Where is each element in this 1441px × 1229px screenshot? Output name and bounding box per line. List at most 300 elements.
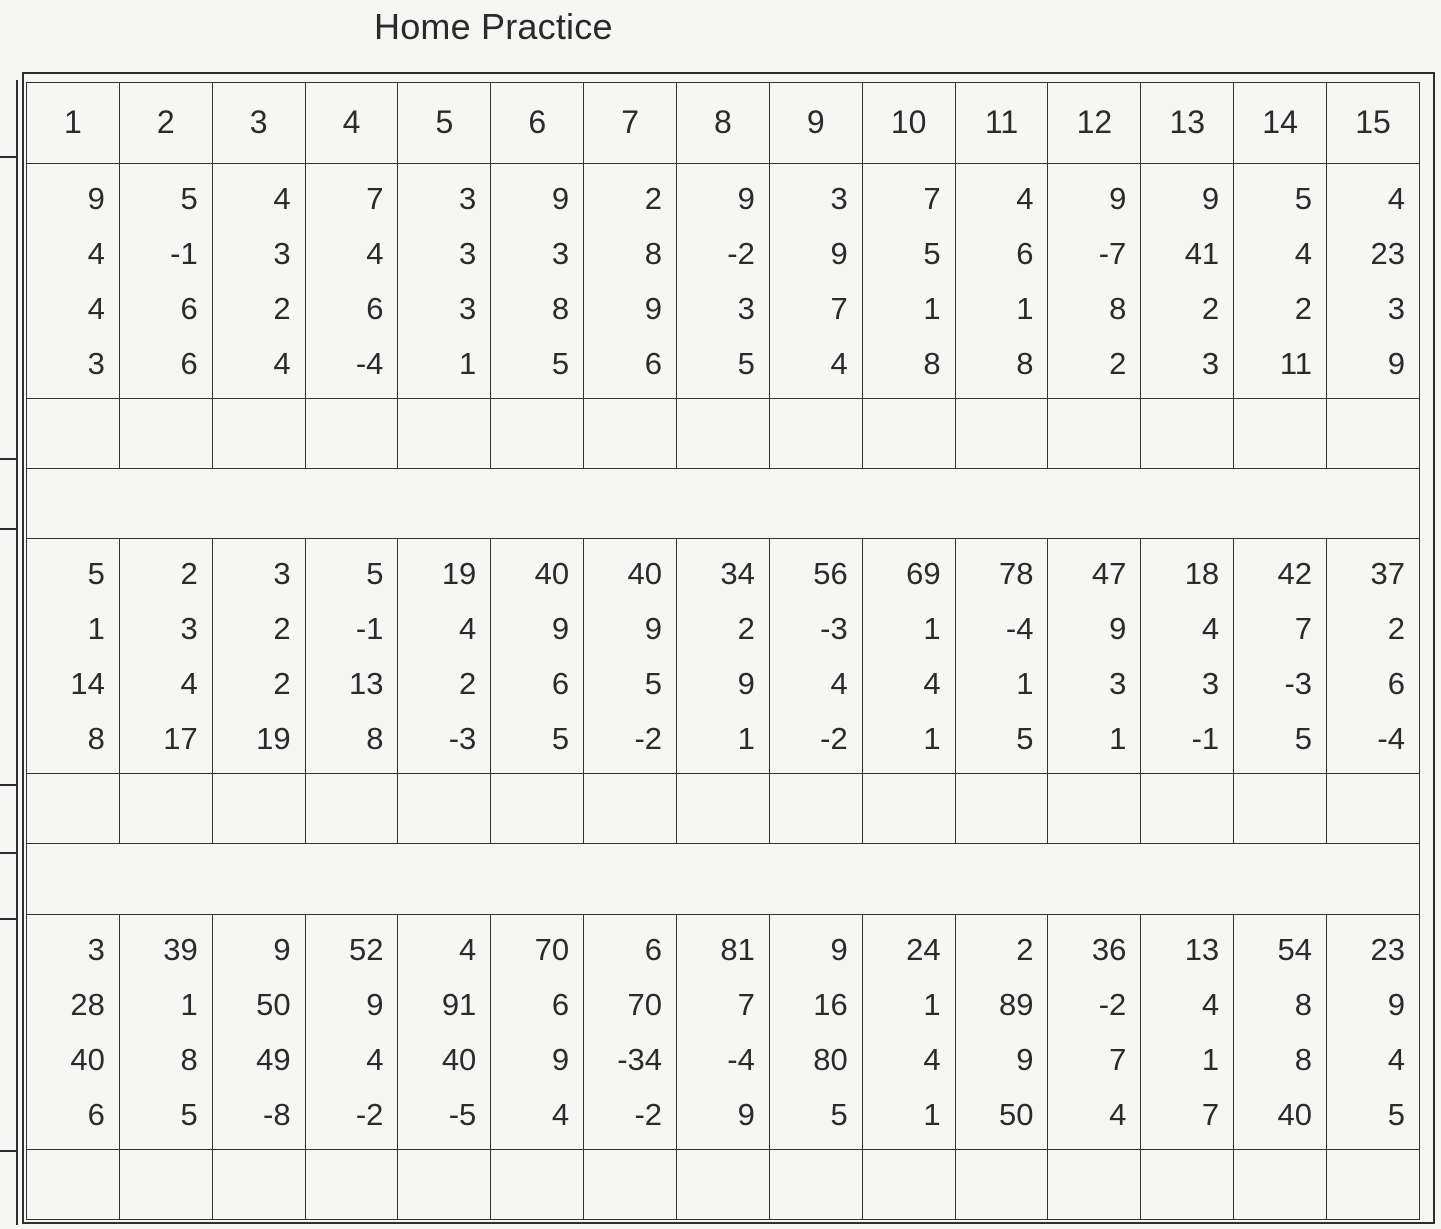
addend: 80 [813,1041,848,1077]
edge-line [0,1150,16,1152]
addend: 1 [1201,1041,1220,1077]
answer-cell[interactable] [305,1149,398,1219]
addend: 9 [1387,986,1405,1022]
addend: 40 [627,556,663,592]
problem-cell [212,163,305,398]
addend: 8 [87,721,105,757]
problem-cell [27,163,120,398]
column-number: 5 [398,83,491,164]
column-number: 11 [955,83,1048,164]
addend: 6 [87,1096,105,1132]
problem-cell [862,539,955,774]
addend: 3 [1387,290,1405,326]
spacer-row [27,844,1420,914]
addend-stack [1234,922,1326,1142]
addend: 9 [551,180,570,216]
addend: 7 [1109,1041,1127,1077]
addend: 18 [1184,556,1220,592]
addend: 11 [1279,345,1313,381]
adjacent-page-edge [0,80,18,1225]
addend-stack [398,171,490,391]
addend: 3 [87,345,105,381]
answer-cell[interactable] [677,774,770,844]
answer-cell[interactable] [398,398,491,468]
spacer-row [27,468,1420,538]
addend: 19 [256,721,291,757]
column-number: 12 [1048,83,1141,164]
problem-cell [862,914,955,1149]
addend: 52 [348,931,384,967]
addend: 40 [1277,1096,1313,1132]
addend: -34 [617,1041,663,1077]
addend-stack [770,546,862,766]
addend: 1 [1109,721,1127,757]
addend-stack [1327,546,1419,766]
problem-cell [491,539,584,774]
addend-stack [1327,171,1419,391]
problem-row [27,914,1420,1149]
spacer-cell [27,844,1420,914]
addend-stack [863,546,955,766]
addend: 13 [348,666,384,702]
addend: 2 [644,180,663,216]
addend: 5 [87,556,105,592]
addend: 9 [1109,180,1127,216]
addend: 2 [1387,611,1405,647]
addend: 49 [256,1041,291,1077]
addend-stack [1234,171,1326,391]
addend: 7 [830,290,848,326]
addend: 23 [1370,235,1405,271]
problem-cell [955,539,1048,774]
problem-cell [27,914,120,1149]
addend: 3 [1201,666,1220,702]
addend: 7 [923,180,941,216]
answer-cell[interactable] [769,1149,862,1219]
addend-stack [213,171,305,391]
practice-table [26,82,1420,1220]
addend: 2 [180,556,198,592]
addend: 5 [1387,1096,1405,1132]
answer-cell[interactable] [1141,1149,1234,1219]
addend: 36 [1091,931,1127,967]
answer-cell[interactable] [491,398,584,468]
addend: 6 [180,345,198,381]
addend: 4 [1294,235,1313,271]
addend: 1 [180,986,198,1022]
answer-cell[interactable] [305,774,398,844]
addend-stack [1141,546,1233,766]
addend: 9 [366,986,384,1022]
addend-stack [1327,922,1419,1142]
addend: 1 [923,721,941,757]
addend: 9 [644,611,663,647]
problem-row [27,163,1420,398]
problem-cell [677,914,770,1149]
problem-row [27,539,1420,774]
answer-row [27,1149,1420,1219]
addend: 7 [366,180,384,216]
answer-cell[interactable] [677,398,770,468]
answer-cell[interactable] [1234,398,1327,468]
answer-cell[interactable] [1048,1149,1141,1219]
problem-cell [584,163,677,398]
addend: -7 [1098,235,1127,271]
answer-cell[interactable] [862,1149,955,1219]
problem-cell [305,539,398,774]
column-number: 4 [305,83,398,164]
answer-cell[interactable] [212,774,305,844]
answer-cell[interactable] [955,1149,1048,1219]
addend-stack [398,922,490,1142]
addend: 4 [459,611,477,647]
addend: 4 [1387,1041,1405,1077]
addend: 8 [1294,1041,1313,1077]
addend: 40 [70,1041,105,1077]
answer-cell[interactable] [212,1149,305,1219]
addend: 42 [1277,556,1313,592]
problem-cell [212,914,305,1149]
addend: 70 [627,986,663,1022]
addend: 2 [1201,290,1220,326]
problem-cell [1327,539,1420,774]
problem-cell [1141,163,1234,398]
addend-stack [956,546,1048,766]
addend: 5 [551,721,570,757]
addend: 3 [180,611,198,647]
addend: 4 [459,931,477,967]
column-header-row [27,83,1420,164]
problem-cell [119,539,212,774]
addend: 1 [459,345,477,381]
answer-cell[interactable] [1327,774,1420,844]
edge-line [0,852,16,854]
addend: 1 [1016,290,1034,326]
addend: 69 [906,556,941,592]
answer-cell[interactable] [677,1149,770,1219]
addend-stack [491,546,583,766]
problem-cell [769,539,862,774]
addend: -8 [263,1096,291,1132]
addend-stack [213,922,305,1142]
addend: 8 [551,290,570,326]
addend: 9 [1016,1041,1034,1077]
answer-cell[interactable] [1048,398,1141,468]
answer-cell[interactable] [305,398,398,468]
addend: 4 [273,180,291,216]
addend: 91 [441,986,477,1022]
addend: 13 [1184,931,1220,967]
addend: 6 [366,290,384,326]
page-title: Home Practice [374,6,613,47]
problem-cell [584,539,677,774]
addend: 23 [1370,931,1405,967]
addend: 78 [998,556,1034,592]
addend: 9 [830,931,848,967]
problem-cell [677,163,770,398]
addend-stack [677,171,769,391]
addend: 3 [1201,345,1220,381]
addend-stack [27,171,119,391]
addend: 1 [1016,666,1034,702]
answer-cell[interactable] [119,398,212,468]
problem-cell [677,539,770,774]
answer-cell[interactable] [584,774,677,844]
edge-line [0,156,16,158]
problem-cell [862,163,955,398]
addend: 6 [1016,235,1034,271]
addend: 81 [720,931,755,967]
addend: 4 [366,1041,384,1077]
addend: -2 [1098,986,1127,1022]
addend: 47 [1091,556,1127,592]
addend-stack [584,546,676,766]
answer-cell[interactable] [27,398,120,468]
problem-cell [1141,914,1234,1149]
addend: 6 [180,290,198,326]
column-number: 13 [1141,83,1234,164]
addend-stack [398,546,490,766]
addend: -2 [634,721,663,757]
addend: -4 [355,345,384,381]
addend: -3 [1284,666,1313,702]
addend: 7 [1294,611,1313,647]
addend: 7 [737,986,755,1022]
problem-cell [1234,163,1327,398]
answer-cell[interactable] [27,1149,120,1219]
edge-line [0,784,16,786]
column-number: 8 [677,83,770,164]
answer-cell[interactable] [491,774,584,844]
problem-cell [1234,914,1327,1149]
answer-cell[interactable] [955,398,1048,468]
answer-cell[interactable] [398,774,491,844]
addend: 40 [441,1041,477,1077]
addend: 1 [923,986,941,1022]
addend: 3 [830,180,848,216]
edge-line [0,458,16,460]
addend: 14 [70,666,105,702]
addend: 2 [273,611,291,647]
answer-cell[interactable] [1141,774,1234,844]
addend: 6 [551,986,570,1022]
answer-cell[interactable] [769,774,862,844]
addend: 5 [644,666,663,702]
problem-cell [305,914,398,1149]
addend: 4 [923,666,941,702]
addend: 8 [644,235,663,271]
addend-stack [27,922,119,1142]
addend-stack [1048,171,1140,391]
addend: 4 [1201,986,1220,1022]
addend: 56 [813,556,848,592]
column-number: 10 [862,83,955,164]
addend: 2 [273,666,291,702]
answer-cell[interactable] [862,774,955,844]
problem-cell [584,914,677,1149]
addend-stack [491,171,583,391]
problem-cell [27,539,120,774]
answer-cell[interactable] [398,1149,491,1219]
addend: 6 [1387,666,1405,702]
addend-stack [677,922,769,1142]
problem-cell [1141,539,1234,774]
answer-cell[interactable] [119,774,212,844]
addend: 5 [1016,721,1034,757]
addend: 37 [1370,556,1405,592]
addend: 1 [923,290,941,326]
addend: 89 [998,986,1034,1022]
answer-cell[interactable] [1048,774,1141,844]
addend: -3 [448,721,477,757]
addend: 3 [459,235,477,271]
addend: 4 [830,345,848,381]
answer-cell[interactable] [955,774,1048,844]
addend: 9 [737,1096,755,1132]
addend-stack [1048,922,1140,1142]
addend: 2 [737,611,755,647]
column-number: 3 [212,83,305,164]
addend: 9 [87,180,105,216]
answer-cell[interactable] [862,398,955,468]
answer-cell[interactable] [769,398,862,468]
addend: -4 [1377,721,1405,757]
addend: 8 [923,345,941,381]
addend: -2 [355,1096,384,1132]
addend: 2 [1016,931,1034,967]
addend: -3 [820,611,848,647]
addend: 24 [906,931,941,967]
answer-cell[interactable] [584,1149,677,1219]
spacer-cell [27,468,1420,538]
answer-cell[interactable] [27,774,120,844]
answer-cell[interactable] [1234,1149,1327,1219]
addend: 9 [551,1041,570,1077]
addend-stack [1141,171,1233,391]
answer-cell[interactable] [119,1149,212,1219]
addend: 4 [1201,611,1220,647]
problem-cell [1327,914,1420,1149]
problem-cell [212,539,305,774]
addend: 50 [998,1096,1034,1132]
addend-stack [120,171,212,391]
addend: 1 [87,611,105,647]
problem-cell [1048,914,1141,1149]
addend: -2 [820,721,848,757]
addend: 9 [551,611,570,647]
addend-stack [677,546,769,766]
answer-row [27,398,1420,468]
addend-stack [213,546,305,766]
addend: -4 [727,1041,755,1077]
answer-cell[interactable] [1327,1149,1420,1219]
answer-cell[interactable] [212,398,305,468]
answer-cell[interactable] [491,1149,584,1219]
column-number: 1 [27,83,120,164]
answer-cell[interactable] [1327,398,1420,468]
addend: 3 [87,931,105,967]
addend-stack [1048,546,1140,766]
addend: 6 [551,666,570,702]
addend: 4 [1016,180,1034,216]
addend: 2 [459,666,477,702]
addend: 9 [273,931,291,967]
addend: 3 [273,235,291,271]
addend: 39 [163,931,198,967]
addend-stack [770,922,862,1142]
addend: 3 [459,180,477,216]
problem-cell [491,163,584,398]
addend-stack [306,922,398,1142]
addend: -2 [634,1096,663,1132]
addend: -5 [448,1096,477,1132]
edge-line [0,528,16,530]
addend: 6 [644,931,663,967]
addend: 5 [366,556,384,592]
addend: 7 [1201,1096,1220,1132]
addend: -4 [1005,611,1034,647]
addend: 9 [737,180,755,216]
answer-row [27,774,1420,844]
addend: 5 [1294,721,1313,757]
addend-stack [120,922,212,1142]
problem-cell [1234,539,1327,774]
addend-stack [120,546,212,766]
problem-cell [398,163,491,398]
addend: 1 [737,721,755,757]
answer-cell[interactable] [584,398,677,468]
addend: 70 [534,931,570,967]
problem-cell [398,539,491,774]
addend: 9 [644,290,663,326]
addend-stack [584,171,676,391]
answer-cell[interactable] [1141,398,1234,468]
addend: 54 [1277,931,1313,967]
problem-cell [1048,539,1141,774]
addend: 4 [87,235,105,271]
column-number: 9 [769,83,862,164]
addend: 40 [534,556,570,592]
addend: 9 [1201,180,1220,216]
addend-stack [956,171,1048,391]
addend: 1 [923,611,941,647]
column-number: 15 [1327,83,1420,164]
addend: -1 [355,611,384,647]
problem-cell [1327,163,1420,398]
addend-stack [863,171,955,391]
addend: 41 [1184,235,1220,271]
problem-cell [769,163,862,398]
addend: 5 [923,235,941,271]
addend: 50 [256,986,291,1022]
addend: 17 [163,721,198,757]
addend: 4 [551,1096,570,1132]
column-number: 6 [491,83,584,164]
answer-cell[interactable] [1234,774,1327,844]
addend-stack [584,922,676,1142]
addend: 8 [366,721,384,757]
addend: 19 [441,556,477,592]
addend: 9 [830,235,848,271]
addend: 8 [1109,290,1127,326]
addend: 5 [737,345,755,381]
addend: 6 [644,345,663,381]
addend: 3 [737,290,755,326]
addend: 3 [459,290,477,326]
addend: 4 [273,345,291,381]
addend: 2 [1294,290,1313,326]
addend: -1 [170,235,198,271]
